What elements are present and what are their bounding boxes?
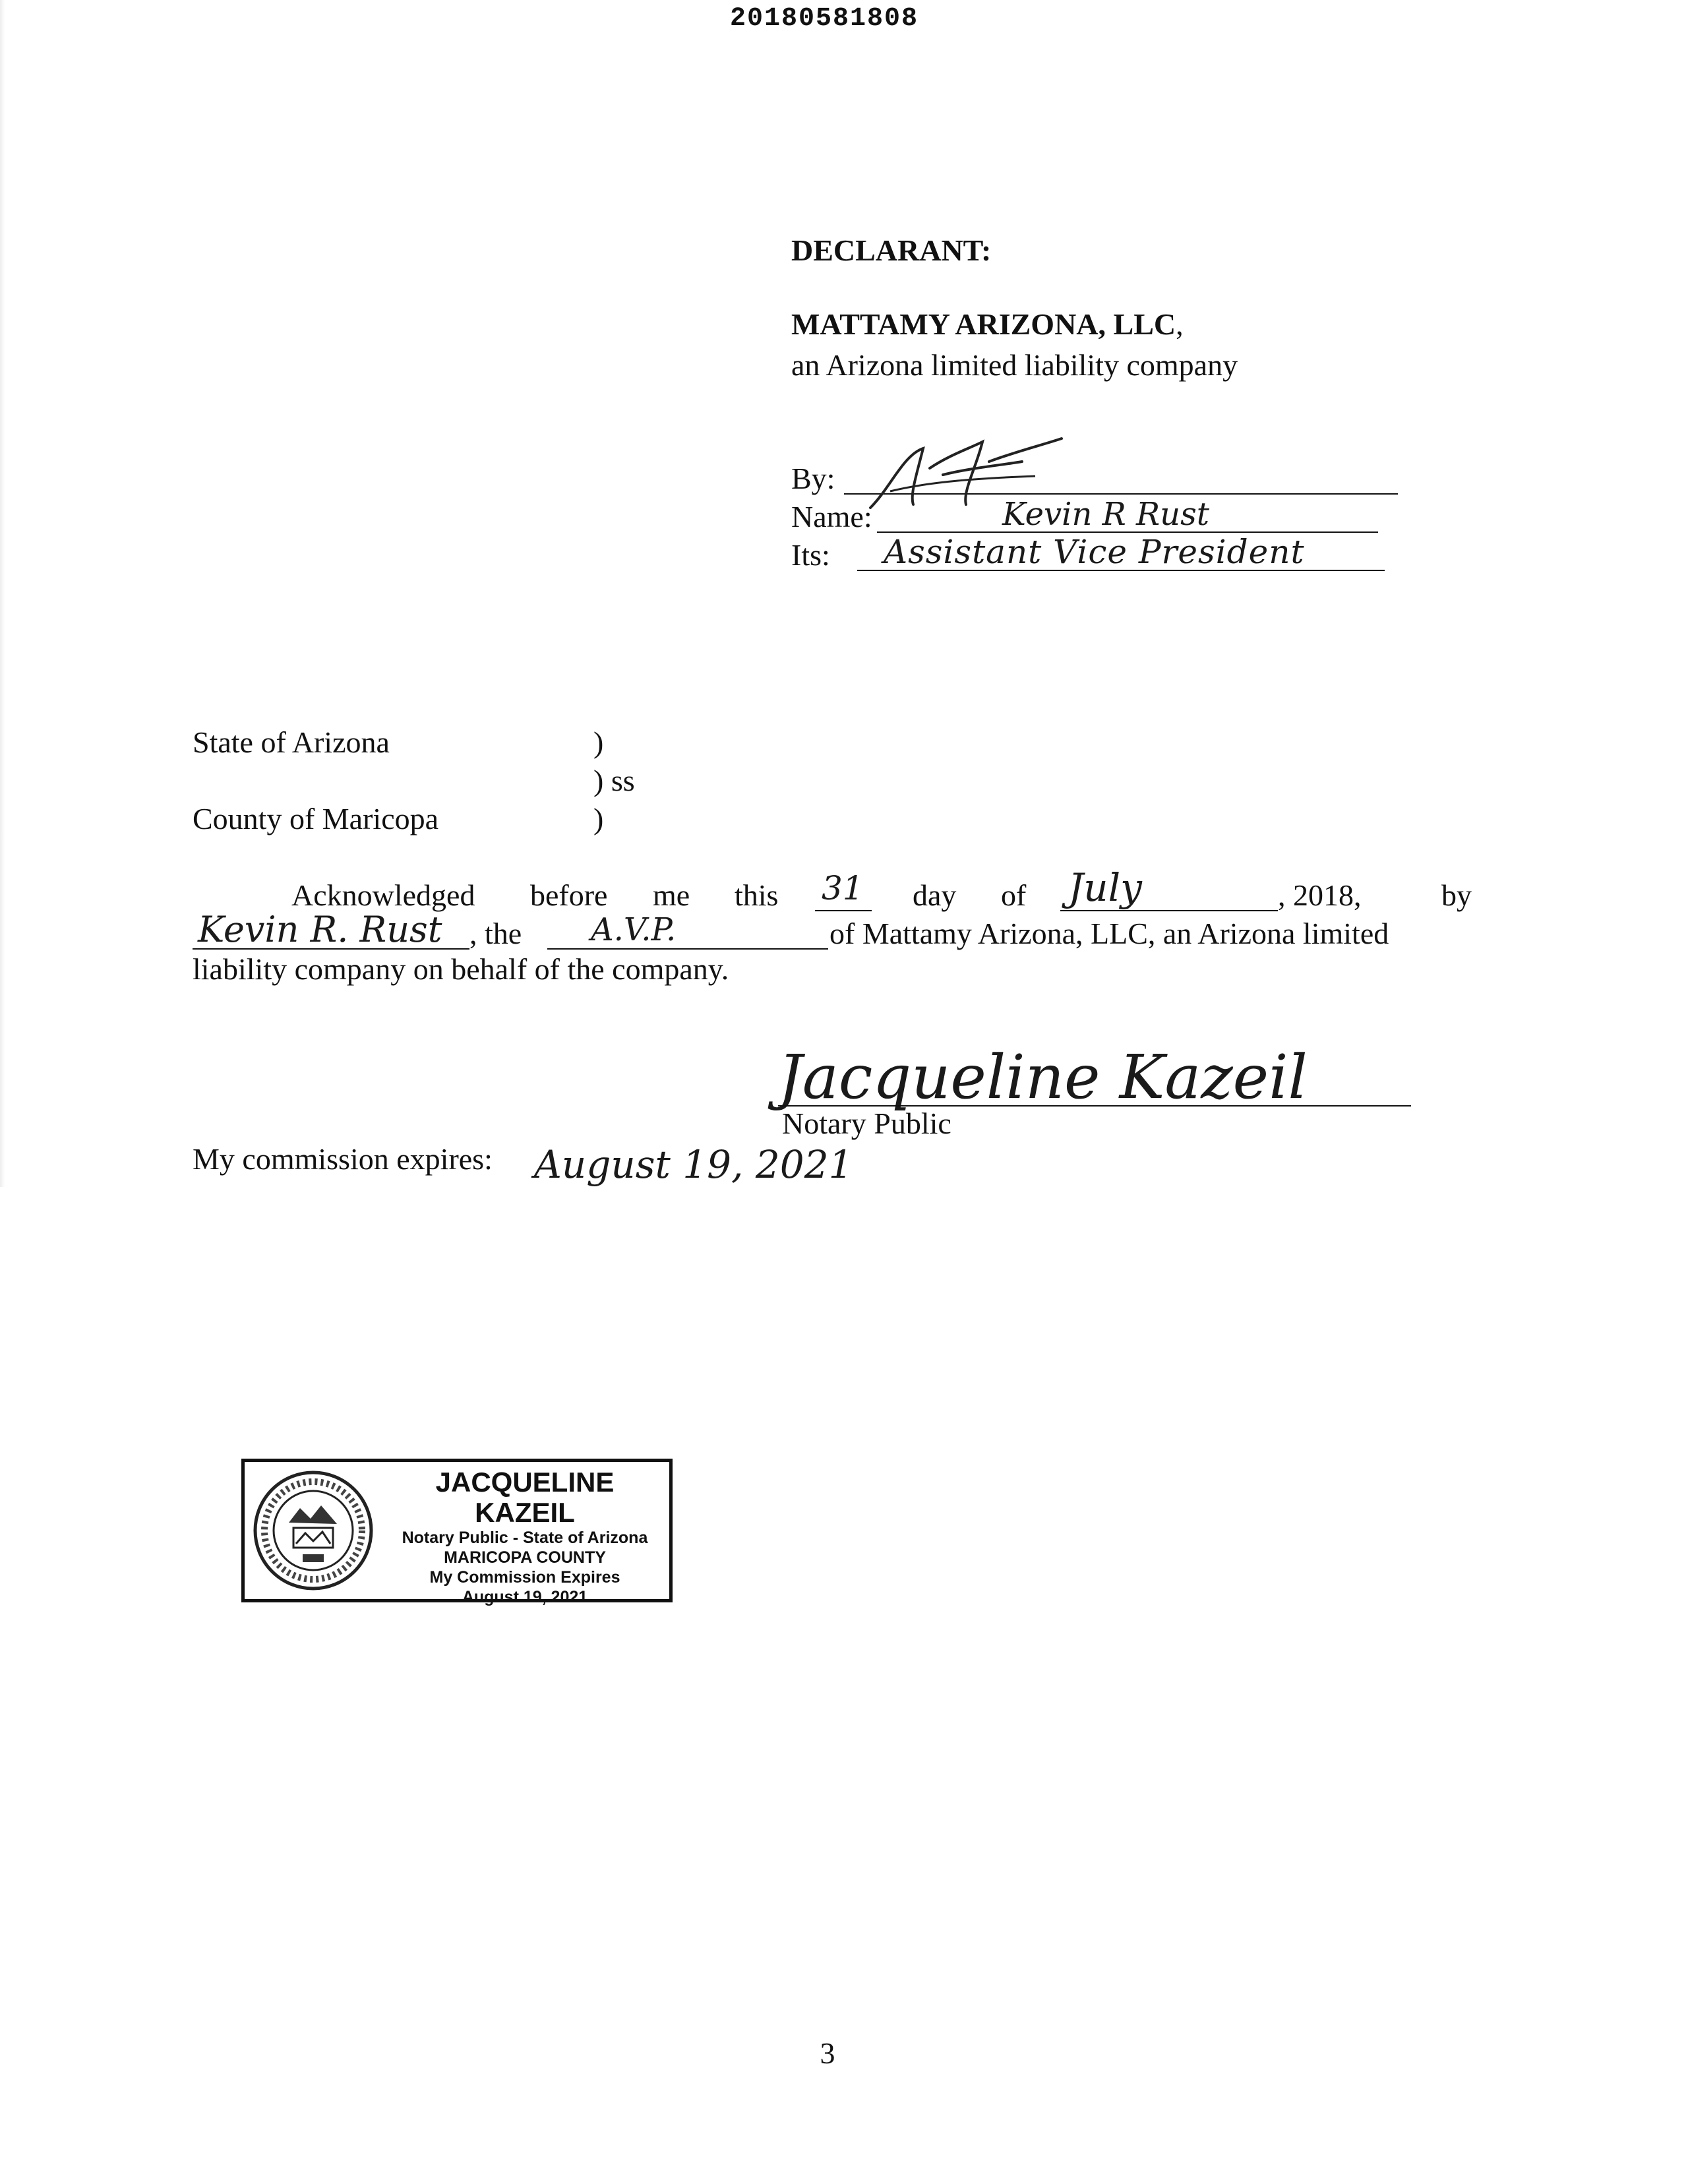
venue-paren-3: ) xyxy=(593,802,604,835)
name-label: Name: xyxy=(791,500,872,533)
ack-word-of: of xyxy=(1001,878,1027,912)
its-label: Its: xyxy=(791,538,830,572)
notary-stamp xyxy=(241,1459,673,1606)
ack-word-before: before xyxy=(530,878,608,912)
commission-label: My commission expires: xyxy=(193,1142,493,1176)
company-comma: , xyxy=(1176,307,1184,341)
ack-year: , 2018, xyxy=(1278,878,1362,912)
commission-handwritten: August 19, 2021 xyxy=(534,1142,853,1187)
company-description: an Arizona limited liability company xyxy=(791,348,1238,382)
ack-title-line xyxy=(547,948,828,950)
ack-word-day: day xyxy=(913,878,957,912)
ack-day-handwritten: 31 xyxy=(822,869,864,907)
notary-label: Notary Public xyxy=(782,1107,951,1140)
notary-signature-handwritten: Jacqueline Kazeil xyxy=(778,1042,1308,1112)
document-number: 20180581808 xyxy=(729,4,919,34)
stamp-line1: Notary Public - State of Arizona xyxy=(402,1529,648,1547)
scan-edge-shadow xyxy=(0,0,5,1187)
stamp-line3: My Commission Expires xyxy=(429,1568,620,1587)
stamp-line4: August 19, 2021 xyxy=(462,1588,588,1606)
ack-word-me: me xyxy=(653,878,690,912)
page-number: 3 xyxy=(820,2036,835,2070)
venue-county: County of Maricopa xyxy=(193,802,439,835)
company-name-line xyxy=(791,306,1184,343)
venue-paren-1: ) xyxy=(593,725,604,759)
ack-the: , the xyxy=(469,917,522,950)
stamp-text-block xyxy=(383,1467,667,1607)
stamp-line2: MARICOPA COUNTY xyxy=(444,1548,606,1567)
ack-month-handwritten: July xyxy=(1068,865,1142,910)
venue-ss: ) ss xyxy=(593,764,635,797)
declarant-title-handwritten: Assistant Vice President xyxy=(884,533,1305,571)
company-name: MATTAMY ARIZONA, LLC xyxy=(791,307,1176,341)
month-line xyxy=(1060,910,1278,911)
by-label: By: xyxy=(791,462,835,495)
day-line xyxy=(815,910,872,911)
ack-title-handwritten: A.V.P. xyxy=(591,911,677,948)
arizona-seal-icon xyxy=(253,1470,374,1591)
ack-line2-rest: of Mattamy Arizona, LLC, an Arizona limited xyxy=(829,917,1389,950)
ack-word-this: this xyxy=(735,878,779,912)
stamp-name: JACQUELINE KAZEIL xyxy=(435,1467,615,1528)
ack-word-by: by xyxy=(1441,878,1472,912)
venue-state: State of Arizona xyxy=(193,725,390,759)
declarant-heading: DECLARANT: xyxy=(791,233,992,267)
ack-word-acknowledged: Acknowledged xyxy=(291,878,475,912)
ack-line3: liability company on behalf of the company. xyxy=(193,952,729,986)
declarant-name-handwritten: Kevin R Rust xyxy=(1002,496,1209,533)
ack-name-handwritten: Kevin R. Rust xyxy=(198,909,442,950)
